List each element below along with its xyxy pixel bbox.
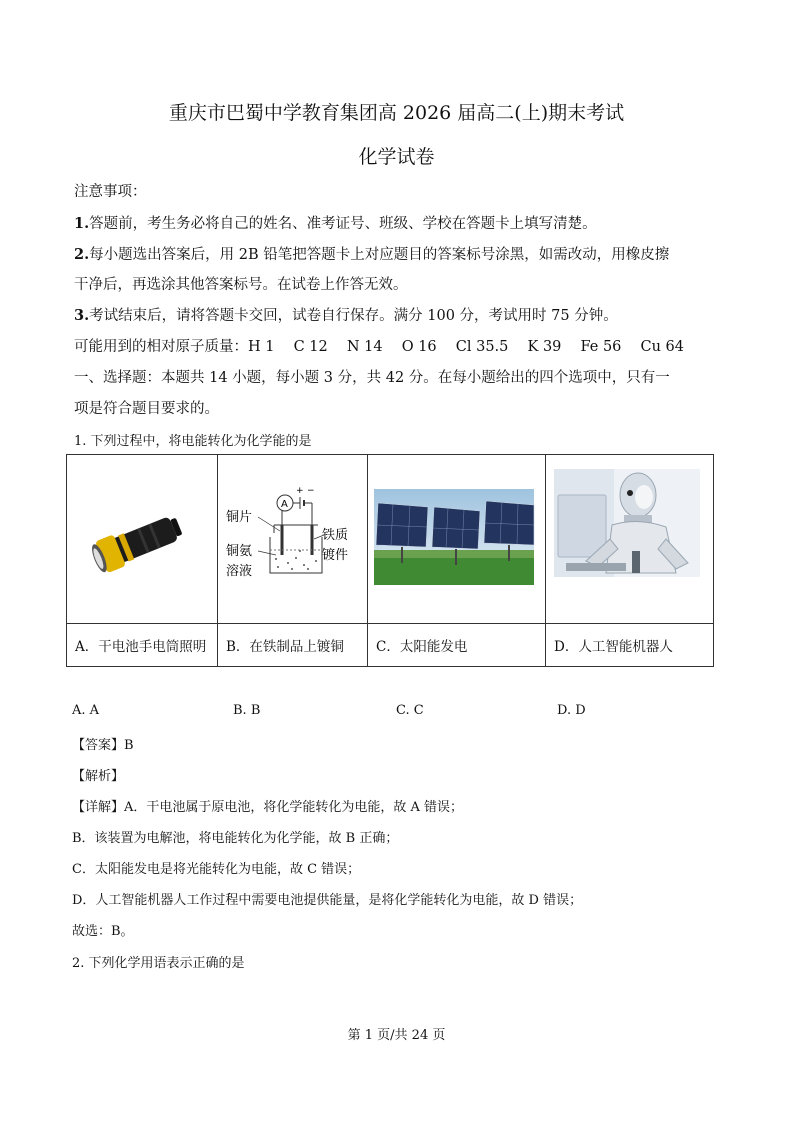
figure-flashlight-cell	[67, 455, 218, 624]
section-heading-line1: 一、选择题：本题共 14 小题，每小题 3 分，共 42 分。在每小题给出的四个选项中，只有一	[74, 370, 670, 386]
detail-b: B．该装置为电解池，将电能转化为化学能，故 B 正确；	[72, 831, 399, 846]
detail-a-line	[72, 796, 463, 815]
notice-2-line1	[74, 243, 669, 264]
page-footer: 第 1 页/共 24 页	[347, 1028, 446, 1043]
iron-label: 铁质	[322, 528, 349, 543]
solar-panel-image	[368, 455, 545, 619]
choice-d: D. D	[557, 703, 586, 718]
copper-ammonia-label: 铜氨	[226, 544, 253, 559]
notice-2-text: 每小题选出答案后，用 2B 铅笔把答题卡上对应题目的答案标号涂黑，如需改动，用橡皮擦	[89, 247, 670, 263]
electroplating-diagram	[218, 455, 367, 619]
notice-1-text: 答题前，考生务必将自己的姓名、准考证号、班级、学校在答题卡上填写清楚。	[89, 216, 597, 232]
answer-label: 【答案】	[72, 738, 125, 753]
figure-solar-cell	[368, 455, 546, 624]
detail-c: C．太阳能发电是将光能转化为电能，故 C 错误；	[72, 862, 361, 877]
notice-2-num: 2.	[74, 246, 90, 263]
ammeter-label: A	[281, 499, 288, 510]
solution-label: 溶液	[226, 564, 253, 579]
figure-electroplating-cell	[218, 455, 368, 624]
caption-d: D．人工智能机器人	[546, 624, 714, 667]
exam-title: 重庆市巴蜀中学教育集团高 2026 届高二(上)期末考试	[168, 102, 625, 124]
plus-label: +	[296, 486, 304, 496]
flashlight-image	[67, 455, 217, 619]
atomic-mass-line: 可能用到的相对原子质量：H 1 C 12 N 14 O 16 Cl 35.5 K 39 Fe 56 Cu 64	[74, 339, 685, 355]
robot-image	[546, 455, 713, 619]
choice-b: B. B	[233, 703, 261, 718]
notice-1	[74, 212, 597, 233]
notice-3-num: 3.	[74, 307, 90, 324]
answer-line	[72, 734, 134, 753]
detail-label: 【详解】	[72, 800, 125, 815]
detail-a: A．干电池属于原电池，将化学能转化为电能，故 A 错误；	[124, 800, 464, 815]
answer-value: B	[124, 738, 134, 753]
notice-3-text: 考试结束后，请将答题卡交回，试卷自行保存。满分 100 分，考试用时 75 分钟。	[89, 308, 618, 324]
notice-1-num: 1.	[74, 215, 90, 232]
choice-a: A. A	[72, 703, 100, 718]
section-heading-line2: 项是符合题目要求的。	[74, 401, 219, 417]
notice-2-line2: 干净后，再选涂其他答案标号。在试卷上作答无效。	[74, 277, 408, 293]
figure-robot-cell	[546, 455, 714, 624]
detail-d: D．人工智能机器人工作过程中需要电池提供能量，是将化学能转化为电能，故 D 错误；	[72, 893, 583, 908]
plated-label: 镀件	[322, 548, 349, 563]
notice-heading: 注意事项：	[74, 184, 147, 200]
exam-subtitle: 化学试卷	[358, 146, 435, 168]
caption-a: A．干电池手电筒照明	[67, 624, 218, 667]
caption-c: C．太阳能发电	[368, 624, 546, 667]
question-1-figure-table	[66, 454, 714, 667]
conclusion: 故选：B。	[72, 924, 134, 939]
notice-3	[74, 304, 618, 325]
minus-label: −	[307, 486, 315, 496]
copper-sheet-label: 铜片	[226, 510, 253, 525]
analysis-label: 【解析】	[72, 769, 125, 784]
question-1: 1. 下列过程中，将电能转化为化学能的是	[74, 434, 312, 449]
question-2: 2. 下列化学用语表示正确的是	[72, 956, 245, 971]
caption-b: B．在铁制品上镀铜	[218, 624, 368, 667]
choice-c: C. C	[396, 703, 424, 718]
